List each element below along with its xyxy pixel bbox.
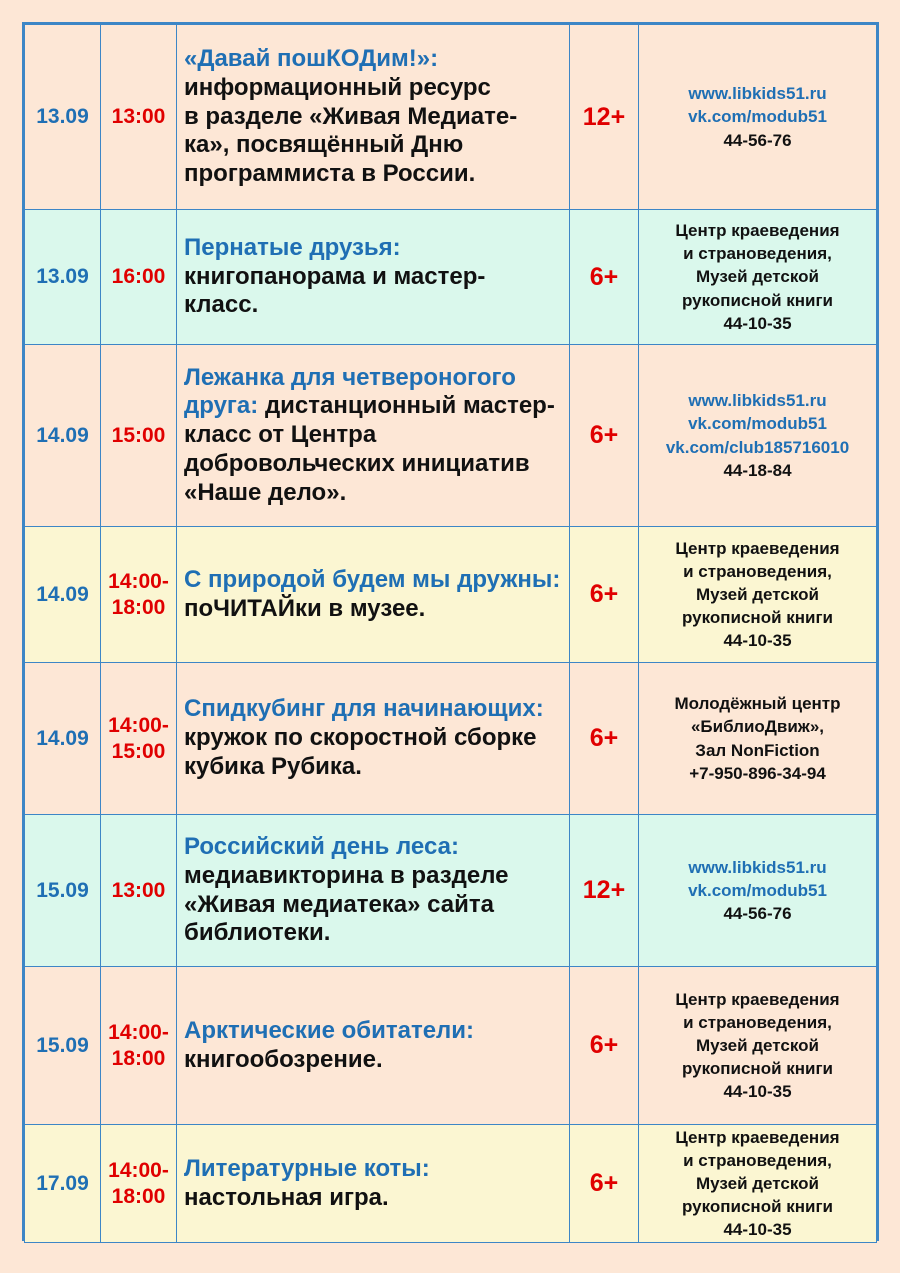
event-text-line: книгообозрение. [184,1045,383,1073]
contact-line: «БиблиоДвиж», [690,717,825,737]
event-time [101,210,177,345]
event-description [177,25,570,210]
age-rating: 12+ [570,25,639,210]
event-date: 14.09 [25,663,101,815]
contact-line: Музей детской [696,584,819,604]
event-row [25,1125,877,1243]
event-time-line: 18:00 [111,1184,166,1208]
event-row [25,663,877,815]
event-date: 13.09 [25,25,101,210]
event-description [177,210,570,345]
event-contacts [639,967,877,1125]
event-time-line: 15:00 [111,739,166,763]
age-rating: 6+ [570,1125,639,1243]
age-rating: 6+ [570,527,639,663]
event-time-line: 14:00- [108,1021,169,1045]
event-description [177,663,570,815]
event-time [101,663,177,815]
event-text: поЧИТАЙки в музее. [184,594,426,622]
event-contacts [639,527,877,663]
event-date: 15.09 [25,815,101,967]
event-text-line: программиста в России. [184,160,476,188]
event-title: Лежанка для четвероногого друга: [184,363,516,420]
event-time-line: 13:00 [111,878,166,902]
event-contacts [639,815,877,967]
contact-link[interactable]: www.libkids51.ru [688,857,827,877]
contact-line: Центр краеведения [675,538,840,558]
event-description [177,967,570,1125]
contact-line: и страноведения, [683,244,832,264]
contact-line: Молодёжный центр [674,694,841,714]
event-title: Российский день леса: [184,832,459,860]
event-contacts [639,25,877,210]
contact-line: рукописной книги [681,1059,834,1079]
event-contacts [639,1125,877,1243]
event-text-line: библиотеки. [184,919,331,947]
event-text-line: класс. [184,291,259,319]
event-row [25,527,877,663]
event-text-line: настольная игра. [184,1183,389,1211]
contact-link[interactable]: vk.com/modub51 [688,414,827,434]
contact-line: 44-10-35 [723,313,792,333]
contact-line: 44-56-76 [723,130,792,150]
contact-line: 44-10-35 [723,1220,792,1240]
contact-line: 44-56-76 [723,904,792,924]
contact-line: и страноведения, [683,1150,832,1170]
event-title: Литературные коты: [184,1154,430,1182]
event-text: кружок по скоростной сборке кубика Рубика. [184,724,537,780]
event-date: 17.09 [25,1125,101,1243]
event-time-line: 18:00 [111,595,166,619]
event-title: «Давай пошКОДим!»: [184,45,439,72]
event-time-line: 13:00 [111,105,166,129]
event-row [25,210,877,345]
event-time [101,25,177,210]
event-text-line: в разделе «Живая Медиате- [184,102,518,130]
contact-line: рукописной книги [681,608,834,628]
event-text-line: медиавикторина в разделе [184,861,509,889]
contact-line: Музей детской [696,267,819,287]
contact-line: 44-10-35 [723,1082,792,1102]
event-description [177,345,570,527]
event-text-line: ка», посвящённый Дню [184,131,464,159]
age-rating: 6+ [570,967,639,1125]
event-time [101,815,177,967]
event-time [101,527,177,663]
contact-link[interactable]: vk.com/modub51 [688,880,827,900]
event-title: Спидкубинг для начинающих: [184,695,544,723]
contact-link[interactable]: vk.com/club185716010 [665,437,850,457]
event-time-line: 16:00 [111,265,166,289]
contact-line: +7-950-896-34-94 [689,763,826,783]
event-time-line: 14:00- [108,1159,169,1183]
event-time [101,345,177,527]
event-time-line: 14:00- [108,714,169,738]
contact-line: Зал NonFiction [695,740,820,760]
age-rating: 12+ [570,815,639,967]
events-schedule [22,22,879,1241]
event-text-line: «Живая медиатека» сайта [184,890,495,918]
events-table [24,24,877,1243]
event-row [25,815,877,967]
contact-link[interactable]: www.libkids51.ru [688,84,827,104]
contact-line: и страноведения, [683,561,832,581]
contact-line: 44-18-84 [723,460,792,480]
contact-line: и страноведения, [683,1012,832,1032]
age-rating: 6+ [570,210,639,345]
event-date: 15.09 [25,967,101,1125]
event-contacts [639,210,877,345]
event-contacts [639,345,877,527]
event-date: 14.09 [25,345,101,527]
event-title: Пернатые друзья: [184,233,401,261]
event-text-line: информационный ресурс [184,73,491,101]
event-time [101,1125,177,1243]
age-rating: 6+ [570,663,639,815]
event-time-line: 18:00 [111,1046,166,1070]
event-description [177,1125,570,1243]
event-title: С природой будем мы дружны: [184,565,561,593]
contact-line: Центр краеведения [675,989,840,1009]
contact-line: Музей детской [696,1173,819,1193]
event-text: дистанционный мастер-класс от Центра добровольческих инициатив «Наше дело». [184,392,555,506]
contact-line: Центр краеведения [675,221,840,241]
contact-line: рукописной книги [681,1197,834,1217]
event-description [177,527,570,663]
contact-line: Музей детской [696,1035,819,1055]
event-row [25,967,877,1125]
contact-line: рукописной книги [681,290,834,310]
contact-link[interactable]: www.libkids51.ru [688,391,827,411]
event-date: 13.09 [25,210,101,345]
event-time-line: 14:00- [108,570,169,594]
contact-line: Центр краеведения [675,1127,840,1147]
event-description [177,815,570,967]
event-contacts [639,663,877,815]
event-row [25,25,877,210]
contact-link[interactable]: vk.com/modub51 [688,107,827,127]
contact-line: 44-10-35 [723,631,792,651]
event-date: 14.09 [25,527,101,663]
event-time [101,967,177,1125]
event-text-line: книгопанорама и мастер- [184,262,486,290]
event-title: Арктические обитатели: [184,1016,475,1044]
event-time-line: 15:00 [111,423,166,447]
event-row [25,345,877,527]
age-rating: 6+ [570,345,639,527]
